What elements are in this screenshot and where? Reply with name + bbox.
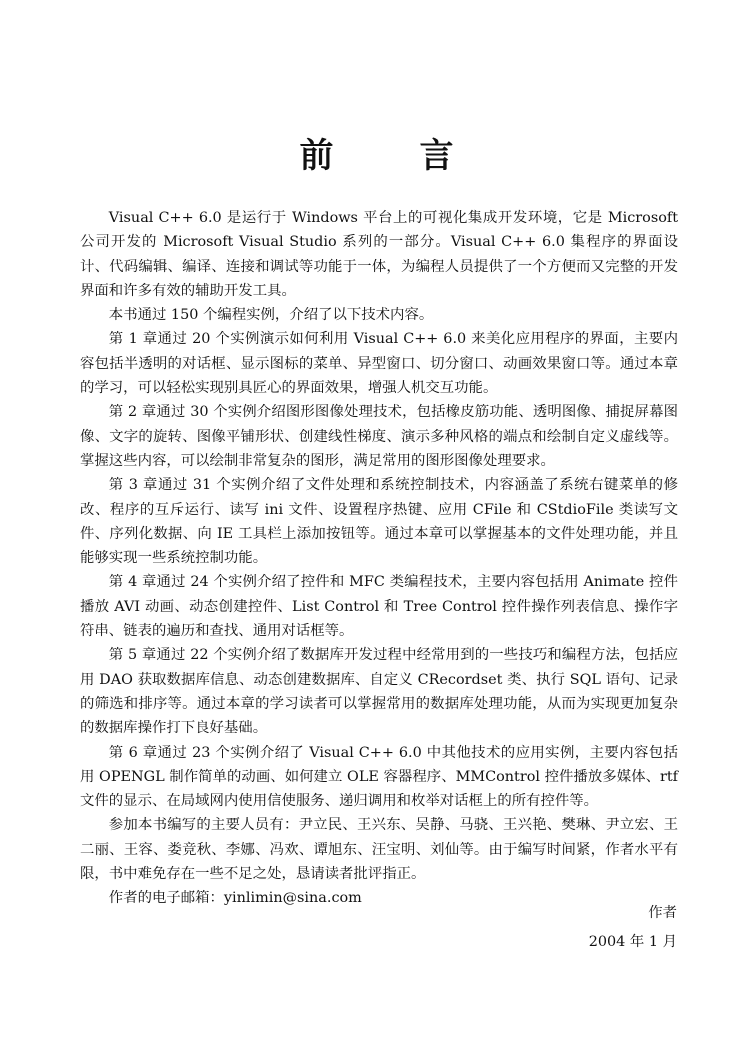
page-title <box>0 128 753 177</box>
paragraph-chapter-4: 第 4 章通过 24 个实例介绍了控件和 MFC 类编程技术，主要内容包括用 Animate 控件播放 AVI 动画、动态创建控件、List Control 和 Tree Control 控件操作列表信息、操作字符串、链表的遍历和查找、通用对话框等。 <box>80 574 678 640</box>
preface-body <box>80 206 678 911</box>
title-char-1: 前 <box>299 136 334 176</box>
paragraph-chapter-2: 第 2 章通过 30 个实例介绍图形图像处理技术，包括橡皮筋功能、透明图像、捕捉屏幕图像、文字的旋转、图像平铺形状、创建线性梯度、演示多种风格的端点和绘制自定义虚线等。掌握这些内容，可以绘制非常复杂的图形，满足常用的图形图像处理要求。 <box>80 404 678 469</box>
paragraph-intro: Visual C++ 6.0 是运行于 Windows 平台上的可视化集成开发环境，它是 Microsoft 公司开发的 Microsoft Visual Studio 系列的一部分。Visual C++ 6.0 集程序的界面设计、代码编辑、编译、连接和调试等功能于一体，为编程人员提供了一个方便而又完整的开发界面和许多有效的辅助开发工具。 <box>80 210 678 299</box>
paragraph-email: 作者的电子邮箱：yinlimin@sina.com <box>108 890 362 907</box>
paragraph-overview: 本书通过 150 个编程实例，介绍了以下技术内容。 <box>108 307 434 324</box>
paragraph-contributors: 参加本书编写的主要人员有：尹立民、王兴东、吴静、马骁、王兴艳、樊琳、尹立宏、王二丽、王容、娄竞秋、李娜、冯欢、谭旭东、汪宝明、刘仙等。由于编写时间紧，作者水平有限，书中难免存在一些不足之处，恳请读者批评指正。 <box>80 817 678 883</box>
paragraph-chapter-5: 第 5 章通过 22 个实例介绍了数据库开发过程中经常用到的一些技巧和编程方法，包括应用 DAO 获取数据库信息、动态创建数据库、自定义 CRecordset 类、执行 SQL 语句、记录的筛选和排序等。通过本章的学习读者可以掌握常用的数据库处理功能，从而为实现更加复杂的数据库操作打下良好基础。 <box>80 647 678 737</box>
paragraph-chapter-6: 第 6 章通过 23 个实例介绍了 Visual C++ 6.0 中其他技术的应用实例，主要内容包括用 OPENGL 制作简单的动画、如何建立 OLE 容器程序、MMControl 控件播放多媒体、rtf 文件的显示、在局域网内使用信使服务、递归调用和枚举对话框上的所有控件等。 <box>80 744 678 810</box>
signature-date: 2004 年 1 月 <box>588 934 677 950</box>
paragraph-chapter-1: 第 1 章通过 20 个实例演示如何利用 Visual C++ 6.0 来美化应用程序的界面，主要内容包括半透明的对话框、显示图标的菜单、异型窗口、切分窗口、动画效果窗口等。通过本章的学习，可以轻松实现别具匠心的界面效果，增强人机交互功能。 <box>80 331 678 397</box>
paragraph-chapter-3: 第 3 章通过 31 个实例介绍了文件处理和系统控制技术，内容涵盖了系统右键菜单的修改、程序的互斥运行、读写 ini 文件、设置程序热键、应用 CFile 和 CStdioFile 类读写文件、序列化数据、向 IE 工具栏上添加按钮等。通过本章可以掌握基本的文件处理功能，并且能够实现一些系统控制功能。 <box>80 477 678 567</box>
title-char-2: 言 <box>419 136 454 176</box>
author-signature: 作者 <box>648 905 677 921</box>
